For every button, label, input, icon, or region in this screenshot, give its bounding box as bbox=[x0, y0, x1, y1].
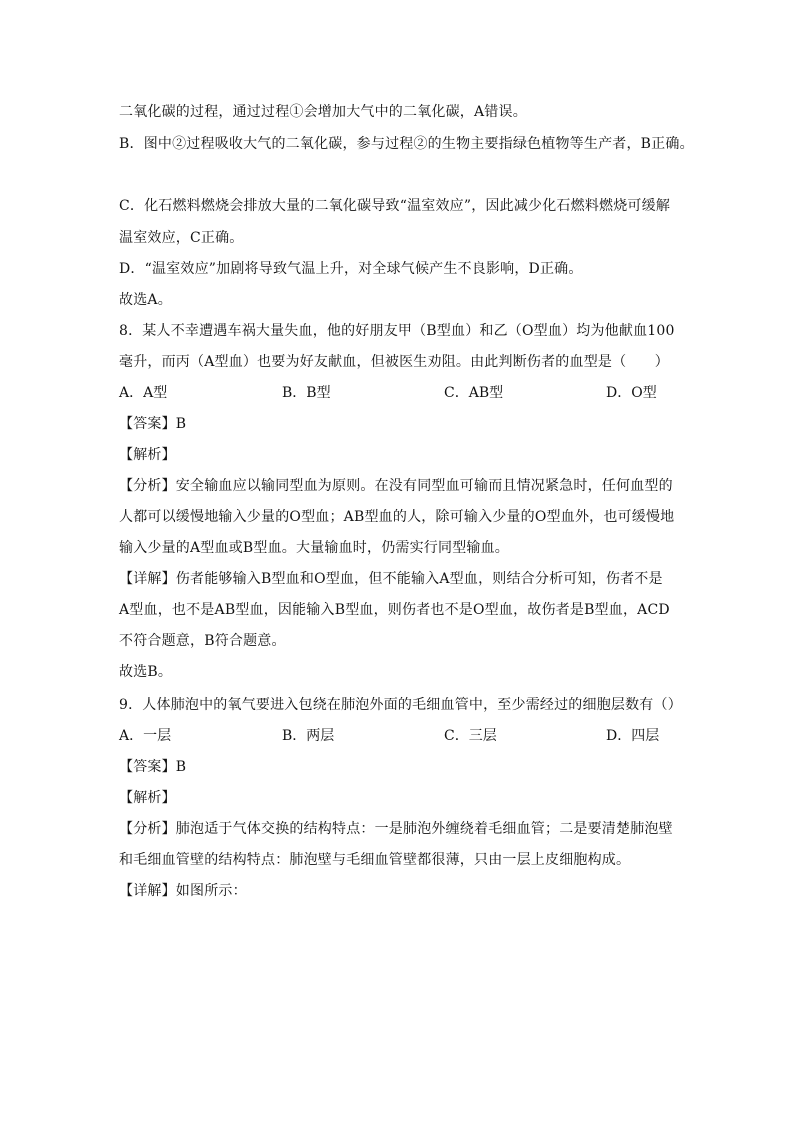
q8-analysis: 输入少量的A型血或B型血。大量输血时，仍需实行同型输血。 bbox=[119, 540, 509, 556]
q8-option-d: D．O型 bbox=[606, 385, 657, 401]
q8-stem: 8．某人不幸遭遇车祸大量失血，他的好朋友甲（B型血）和乙（O型血）均为他献血100 bbox=[119, 323, 675, 339]
q8-conclusion: 故选B。 bbox=[119, 664, 173, 680]
q7-option-d-explanation: D．“温室效应”加剧将导致气温上升，对全球气候产生不良影响，D正确。 bbox=[119, 261, 583, 277]
q8-analysis: 人都可以缓慢地输入少量的O型血；AB型血的人，除可输入少量的O型血外，也可缓慢地 bbox=[119, 509, 675, 525]
q9-stem: 9．人体肺泡中的氧气要进入包绕在肺泡外面的毛细血管中，至少需经过的细胞层数有（） bbox=[119, 697, 682, 713]
q8-option-c: C．AB型 bbox=[444, 385, 504, 401]
q9-option-a: A．一层 bbox=[119, 728, 172, 744]
q8-detail: A型血，也不是AB型血，因能输入B型血，则伤者也不是O型血，故伤者是B型血，ACD bbox=[119, 602, 670, 618]
q7-option-b-explanation: B．图中②过程吸收大气的二氧化碳，参与过程②的生物主要指绿色植物等生产者，B正确。 bbox=[119, 136, 694, 152]
q8-options bbox=[119, 383, 679, 403]
q9-option-c: C．三层 bbox=[444, 728, 497, 744]
q8-option-a: A．A型 bbox=[119, 385, 168, 401]
q8-detail: 不符合题意，B符合题意。 bbox=[119, 633, 286, 649]
q9-detail: 【详解】如图所示： bbox=[119, 883, 247, 899]
q7-option-c-explanation: C．化石燃料燃烧会排放大量的二氧化碳导致“温室效应”，因此减少化石燃料燃烧可缓解 bbox=[119, 198, 671, 214]
q9-option-b: B．两层 bbox=[282, 728, 335, 744]
q9-analysis-heading: 【解析】 bbox=[119, 790, 176, 806]
q7-text-line: 温室效应，C正确。 bbox=[119, 230, 244, 246]
q8-option-b: B．B型 bbox=[282, 385, 331, 401]
q8-detail: 【详解】伤者能够输入B型血和O型血，但不能输入A型血，则结合分析可知，伤者不是 bbox=[119, 571, 663, 587]
q9-option-d: D．四层 bbox=[606, 728, 660, 744]
q8-analysis-heading: 【解析】 bbox=[119, 447, 176, 463]
q9-analysis: 【分析】肺泡适于气体交换的结构特点：一是肺泡外缠绕着毛细血管；二是要清楚肺泡壁 bbox=[119, 821, 673, 837]
q7-text-line: 二氧化碳的过程，通过过程①会增加大气中的二氧化碳，A错误。 bbox=[119, 104, 527, 120]
q8-analysis: 【分析】安全输血应以输同型血为原则。在没有同型血可输而且情况紧急时，任何血型的 bbox=[119, 478, 673, 494]
q9-options bbox=[119, 726, 679, 746]
q9-answer: 【答案】B bbox=[119, 759, 187, 775]
q9-analysis: 和毛细血管壁的结构特点：肺泡壁与毛细血管壁都很薄，只由一层上皮细胞构成。 bbox=[119, 852, 631, 868]
q8-stem: 毫升，而丙（A型血）也要为好友献血，但被医生劝阻。由此判断伤者的血型是（ ） bbox=[119, 354, 669, 370]
q7-conclusion: 故选A。 bbox=[119, 292, 172, 308]
q8-answer: 【答案】B bbox=[119, 416, 187, 432]
